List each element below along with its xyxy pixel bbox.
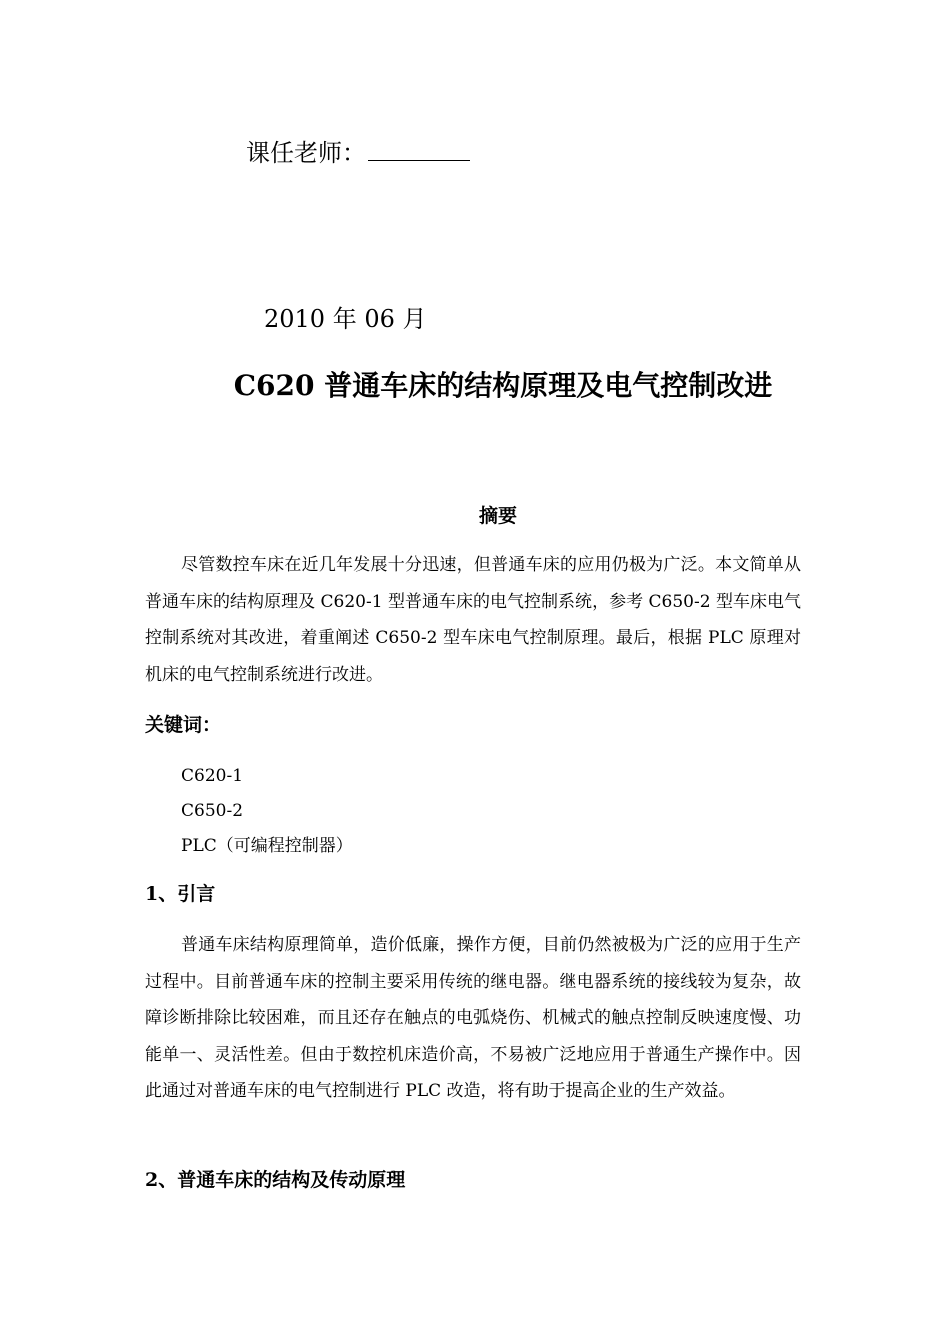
keyword-item: C620-1: [181, 766, 244, 786]
keyword-item: C650-2: [181, 801, 244, 821]
teacher-label: 课任老师：: [246, 139, 366, 167]
teacher-line: [246, 136, 470, 170]
cover-date: 2010 年 06 月: [264, 305, 427, 333]
introduction-text: 普通车床结构原理简单，造价低廉，操作方便，目前仍然被极为广泛的应用于生产过程中。目前普通车床的控制主要采用传统的继电器。继电器系统的接线较为复杂，故障诊断排除比较困难，而且还存在触点的电弧烧伤、机械式的触点控制反映速度慢、功能单一、灵活性差。但由于数控机床造价高，不易被广泛地应用于普通生产操作中。因此通过对普通车床的电气控制进行 PLC 改造，将有助于提高企业的生产效益。: [145, 935, 801, 1101]
section-heading-introduction: 1、引言: [145, 883, 216, 905]
keywords-heading: 关键词：: [145, 714, 222, 736]
abstract-text: 尽管数控车床在近几年发展十分迅速，但普通车床的应用仍极为广泛。本文简单从普通车床的结构原理及 C620-1 型普通车床的电气控制系统，参考 C650-2 型车床电气控制系统对其改进，着重阐述 C650-2 型车床电气控制原理。最后，根据 PLC 原理对机床的电气控制系统进行改进。: [145, 555, 801, 685]
section-heading-structure: 2、普通车床的结构及传动原理: [145, 1169, 406, 1191]
keyword-item: PLC（可编程控制器）: [181, 836, 353, 856]
document-title: C620 普通车床的结构原理及电气控制改进: [233, 369, 773, 402]
abstract-heading: 摘要: [478, 505, 517, 527]
teacher-name-blank: [368, 136, 470, 161]
